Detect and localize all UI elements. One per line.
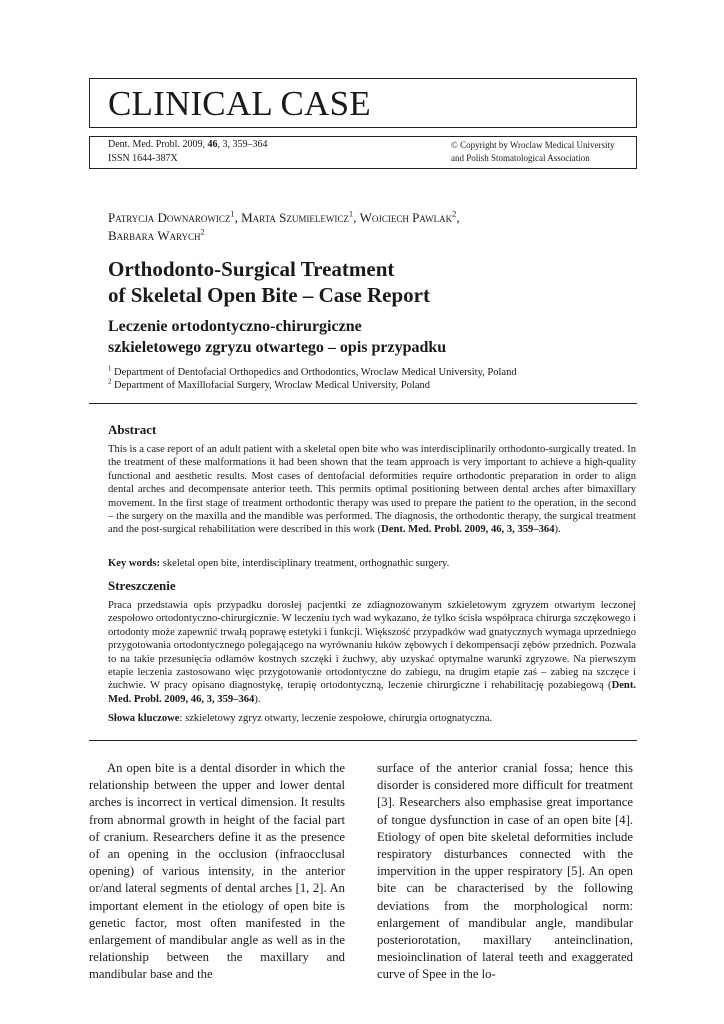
paper-subtitle-polish: Leczenie ortodontyczno-chirurgiczne szkieletowego zgryzu otwartego – opis przypadku [108, 318, 447, 356]
abstract-text: This is a case report of an adult patient with a skeletal open bite who was interdisciplinarily orthodonto-surgically treated. In the treatment of these malformations it had been shown that the team approach is very important to achieve a high-quality functional and aesthetic results. Most cases of dentofacial deformities require orthodontic preparation in order to align dental arches and decompensate anterior teeth. This permits optimal positioning between dental arches after bimaxillary movement. In the first stage of treatment orthodontic therapy was used to prepare the patient to the operation, in the second – the surgery on the maxilla and the mandible was performed. The diagnosis, the orthodontic therapy, the surgical treatment and the post-surgical rehabilitation were described in this work (Dent. Med. Probl. 2009, 46, 3, 359–364). [108, 444, 636, 536]
streszczenie-heading: Streszczenie [108, 578, 176, 593]
affiliations: $^1$ Department of Dentofacial Orthopedics and Orthodontics, Wroclaw Medical University, Poland $^2$ Department of Maxillofacial Surgery, Wroclaw Medical University, Poland [108, 365, 517, 391]
author-name: Patrycja Downarowicz [108, 210, 231, 225]
divider [89, 403, 637, 404]
author-name: Barbara Warych [108, 228, 201, 243]
keywords: Key words: skeletal open bite, interdisciplinary treatment, orthognathic surgery. [108, 558, 450, 569]
section-title: CLINICAL CASE [108, 84, 371, 123]
body-column-left: An open bite is a dental disorder in which the relationship between the upper and lower dental arches is incorrect in vertical dimension. It results from abnormal growth in height of the facial part of cranium. Researchers define it as the presence of an opening in the occlusion (infraocclusal opening) of various intensity, in the anterior or/and lateral segments of dental arches [1, 2]. An important element in the etiology of open bite is genetic factor, most often manifested in the enlargement of mandibular angle as well as in the relationship between the maxillary and mandibular base and the [89, 761, 345, 982]
paper-title: Orthodonto-Surgical Treatment of Skeletal Open Bite – Case Report [108, 257, 430, 307]
author-list: Patrycja Downarowicz$^1$, Marta Szumielewicz$^1$, Wojciech Pawlak$^2$, Barbara Warych$^2$ [108, 208, 460, 243]
body-column-right: surface of the anterior cranial fossa; hence this disorder is considered more difficult for treatment [3]. Researchers also emphasise great importance of tongue dysfunction in case of an open bite [4]. Etiology of open bite skeletal deformities include respiratory disturbances connected with the impervition in the upper respiratory [5]. An open bite can be characterised by the following deviations from the morphological norm: enlargement of mandibular angle, mandibular posteriorotation, maxillary anteinclination, mesioinclination of lateral teeth and exaggerated curve of Spee in the lo- [377, 761, 633, 982]
journal-citation: Dent. Med. Probl. 2009, 46, 3, 359–364 ISSN 1644-387X [108, 139, 268, 164]
author-name: Wojciech Pawlak [359, 210, 453, 225]
copyright: © Copyright by Wroclaw Medical University and Polish Stomatological Association [451, 140, 615, 163]
divider [89, 740, 637, 741]
streszczenie-text: Praca przedstawia opis przypadku dorosłej pacjentki ze zdiagnozowanym szkieletowym zgryzem otwartym leczonej zespołowo ortodontyczno-chirurgicznie. W leczeniu tych wad wykazano, że tylko ścisła współpraca chirurga szczękowego i ortodonty może zapewnić trwałą poprawę estetyki i funkcji. Większość przypadków wad gnatycznych wymaga uprzedniego przygotowania ortodontycznego polegającego na wyrównaniu łuków zębowych i dekompensacji zębów przednich. Pozwala to na takie przesunięcia odłamów kostnych szczęki i żuchwy, aby uzyskać optymalne warunki zgryzowe. Na pierwszym etapie leczenia zastosowano więc przygotowanie ortodontyczne do zabiegu, na drugim etapie zaś – zabieg na szczęce i żuchwie. W pracy opisano diagnostykę, terapię ortodontyczną, leczenie chirurgiczne i rehabilitację pozabiegową (Dent. Med. Probl. 2009, 46, 3, 359–364). [108, 600, 636, 705]
issn: ISSN 1644-387X [108, 153, 178, 164]
author-name: Marta Szumielewicz [241, 210, 349, 225]
abstract-heading: Abstract [108, 422, 157, 437]
slowa-kluczowe: Słowa kluczowe: szkieletowy zgryz otwarty, leczenie zespołowe, chirurgia ortognatyczna. [108, 713, 493, 724]
